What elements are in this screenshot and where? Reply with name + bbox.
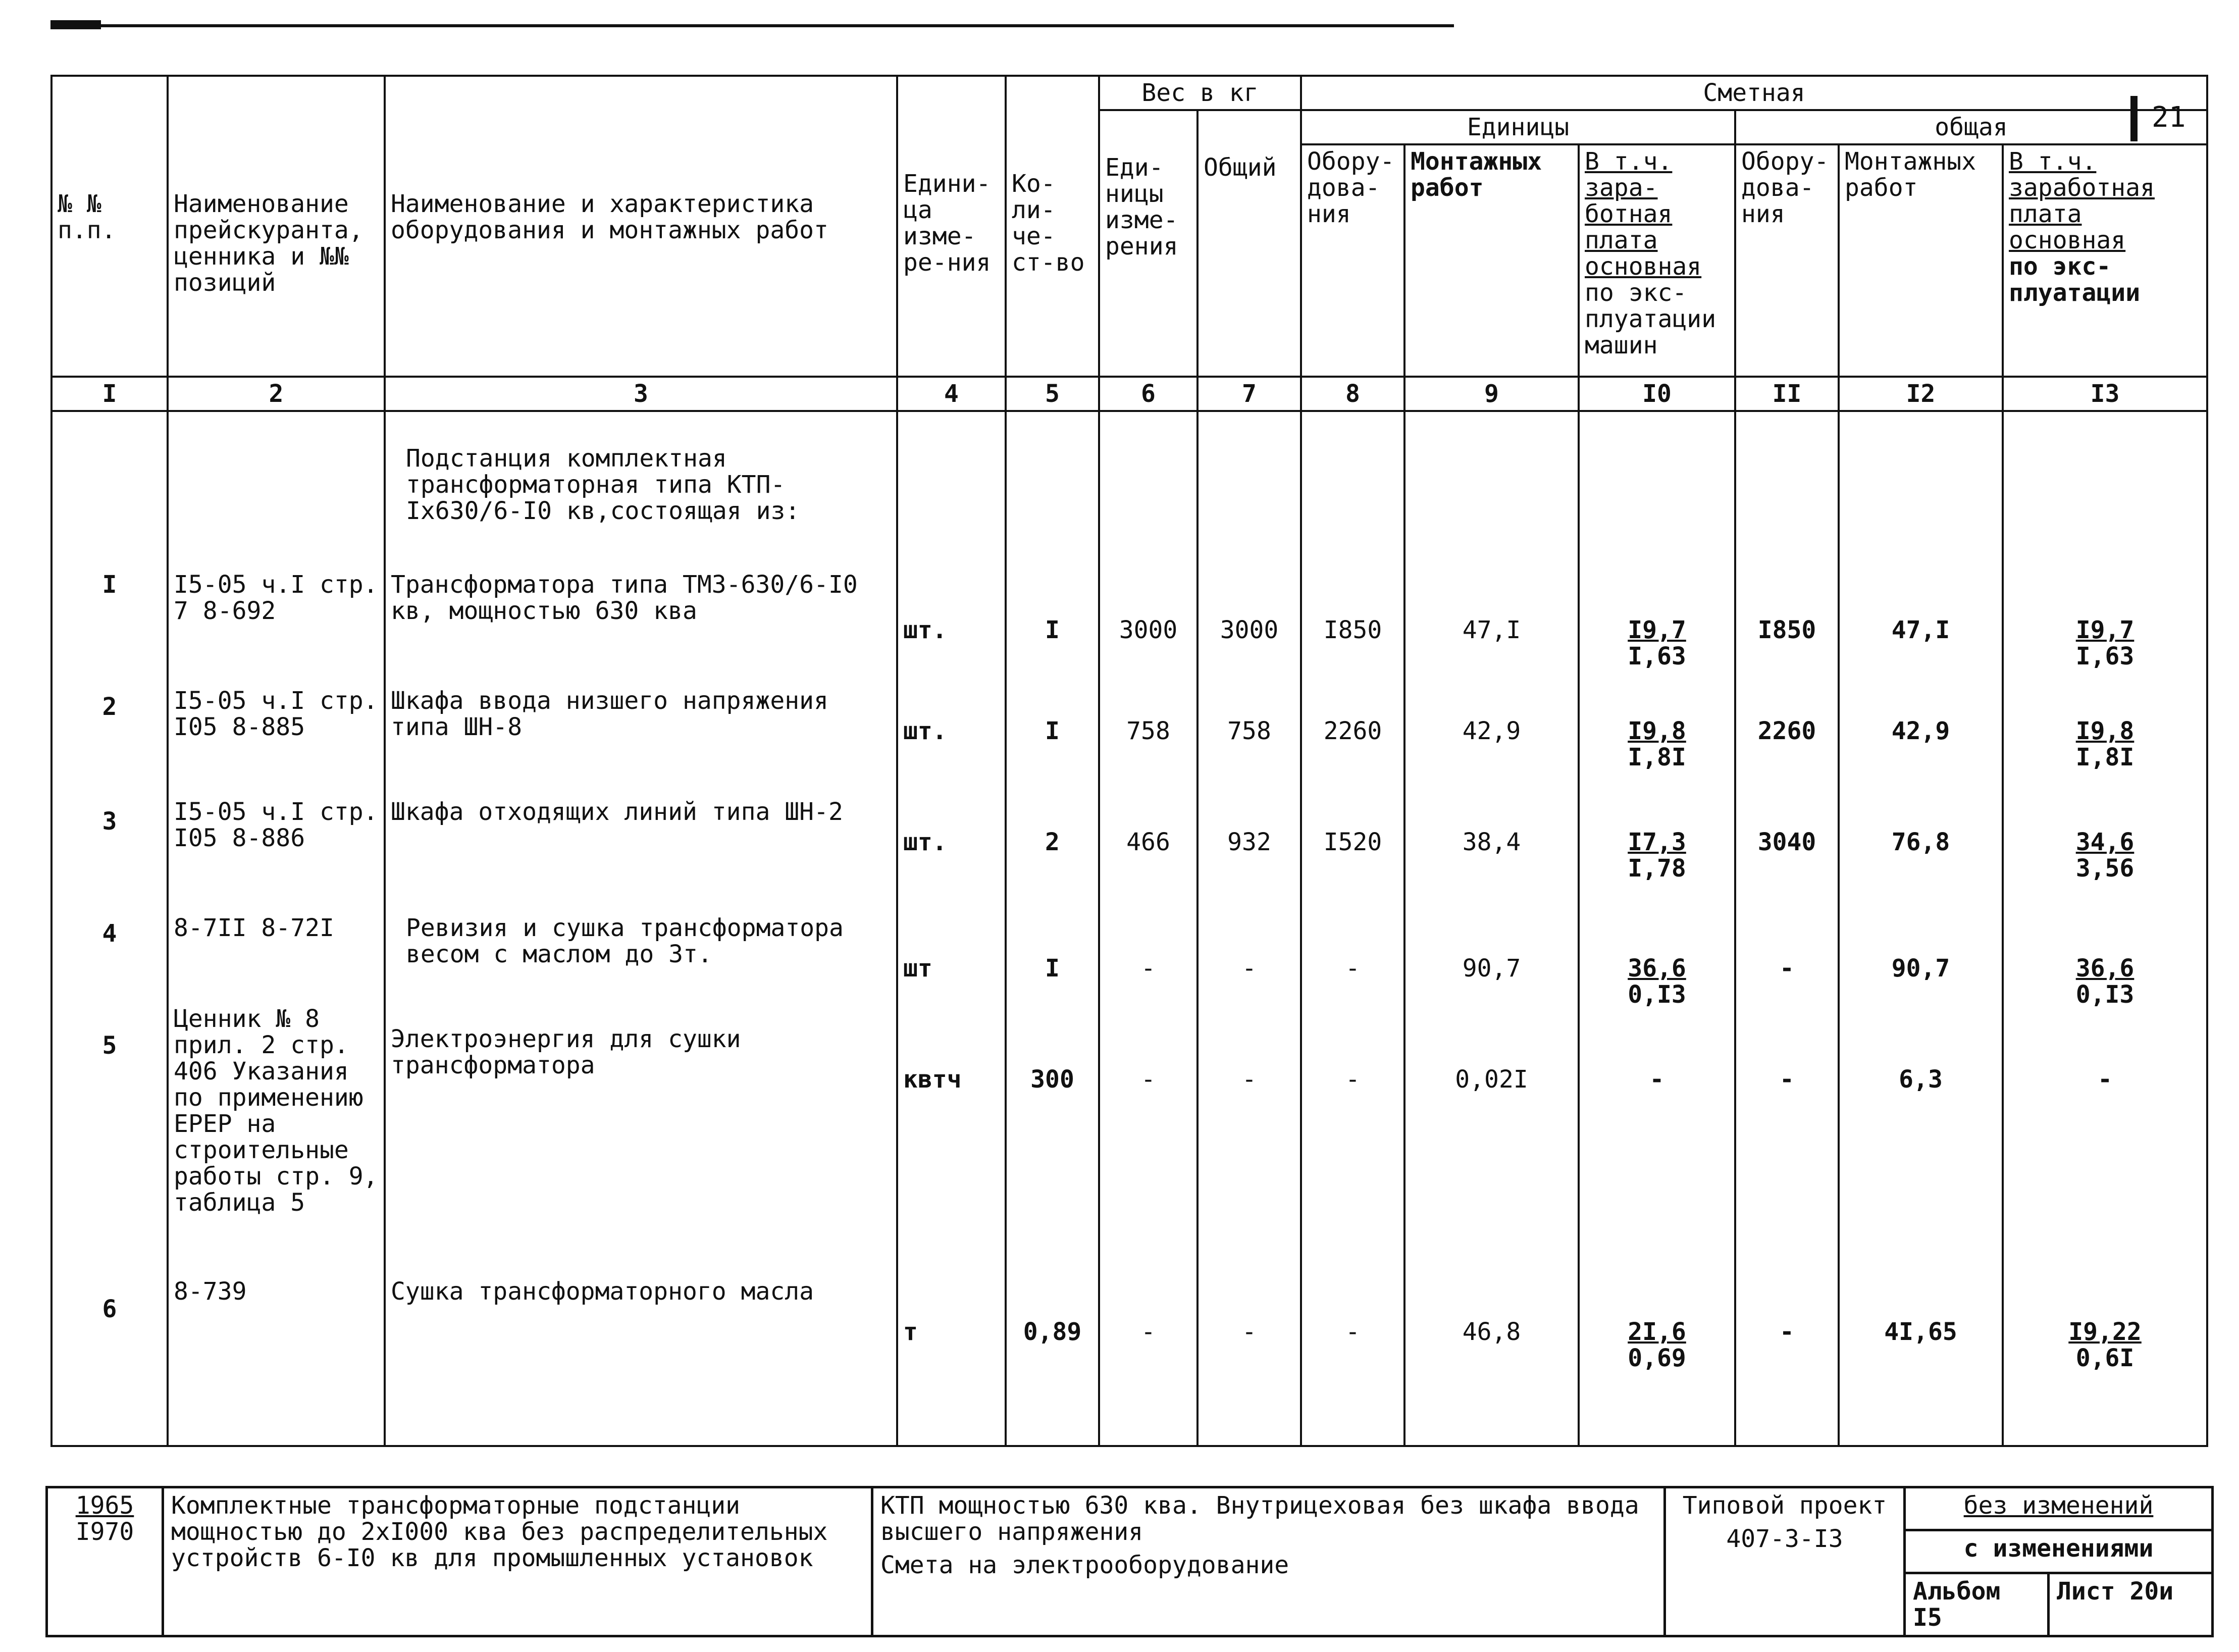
column-number-row xyxy=(51,377,2207,411)
body-col-total-wage: I9,7 I,63 I9,8 I,8I 34,6 3,56 36,6 0,I3 - I9,22 0,6I xyxy=(2003,411,2207,1446)
title-block xyxy=(45,1486,2214,1637)
body-col-unit-mounting: 47,I 42,9 38,4 90,7 0,02I 46,8 xyxy=(1404,411,1579,1446)
header-row-1 xyxy=(51,76,2207,110)
header-col9: Монтажных работ xyxy=(1404,144,1579,377)
body-col-weight-total: 3000 758 932 - - - xyxy=(1197,411,1301,1446)
header-col7: Общий xyxy=(1197,110,1301,377)
header-col10: В т.ч. зара-ботная плата основная по экс-плуатации машин xyxy=(1579,144,1735,377)
body-col-total-equipment: I850 2260 3040 - - - xyxy=(1735,411,1839,1446)
header-col11: Обору-дова-ния xyxy=(1735,144,1839,377)
body-col-name: Подстанция комплектная трансформаторная типа КТП-Iх630/6-I0 кв,состоящая из: Трансформатора типа ТМЗ-630/6-I0 кв, мощностью 630 ква Шкафа ввода низшего напряжения типа ШН-8 Шкафа отходящих линий типа ШН-2 Ревизия и сушка трансформатора весом с маслом до 3т. Электроэнергия для сушки трансформатора Сушка трансформаторного масла xyxy=(385,411,897,1446)
header-cost-group: Сметная xyxy=(1301,76,2207,110)
header-col6: Еди-ницы изме-рения xyxy=(1099,110,1197,377)
stamp-project: Типовой проект 407-3-I3 xyxy=(1665,1487,1905,1636)
colnum-4: 4 xyxy=(897,377,1006,411)
stamp-status-unchanged: без изменений xyxy=(1905,1487,2213,1530)
colnum-11: II xyxy=(1735,377,1839,411)
body-col-unit: шт. шт. шт. шт квтч т xyxy=(897,411,1006,1446)
body-col-unit-wage: I9,7 I,63 I9,8 I,8I I7,3 I,78 36,6 0,I3 - 2I,6 0,69 xyxy=(1579,411,1735,1446)
colnum-1: I xyxy=(51,377,168,411)
header-col13: В т.ч. заработная плата основная по экс-плуатации xyxy=(2003,144,2207,377)
body-col-total-mounting: 47,I 42,9 76,8 90,7 6,3 4I,65 xyxy=(1839,411,2003,1446)
estimate-table xyxy=(50,75,2208,1447)
header-col1: № № п.п. xyxy=(51,76,168,377)
title-block-row-1 xyxy=(47,1487,2213,1530)
stamp-series-title: Комплектные трансформаторные подстанции мощностью до 2хI000 ква без распределительных устройств 6-I0 кв для промышленных установок xyxy=(163,1487,872,1636)
colnum-9: 9 xyxy=(1404,377,1579,411)
stamp-document-title: КТП мощностью 630 ква. Внутрицеховая без шкафа ввода высшего напряжения Смета на электрооборудование xyxy=(872,1487,1665,1636)
header-unit-group: Единицы xyxy=(1301,110,1735,144)
top-border-line xyxy=(50,24,1454,27)
estimate-sheet xyxy=(50,75,2206,1632)
header-col5: Ко-ли-че-ст-во xyxy=(1006,76,1099,377)
header-total-group: общая xyxy=(1735,110,2207,144)
colnum-5: 5 xyxy=(1006,377,1099,411)
colnum-7: 7 xyxy=(1197,377,1301,411)
body-col-qty: I I 2 I 300 0,89 xyxy=(1006,411,1099,1446)
header-col4: Едини-ца изме-ре-ния xyxy=(897,76,1006,377)
body-col-unit-equipment: I850 2260 I520 - - - xyxy=(1301,411,1404,1446)
stamp-sheet: Лист 20и xyxy=(2049,1573,2213,1636)
colnum-13: I3 xyxy=(2003,377,2207,411)
header-col12: Монтажных работ xyxy=(1839,144,2003,377)
colnum-6: 6 xyxy=(1099,377,1197,411)
page-number: 21 xyxy=(2152,101,2186,134)
header-col3: Наименование и характеристика оборудования и монтажных работ xyxy=(385,76,897,377)
colnum-10: I0 xyxy=(1579,377,1735,411)
body-col-weight-unit: 3000 758 466 - - - xyxy=(1099,411,1197,1446)
stamp-album: Альбом I5 xyxy=(1905,1573,2049,1636)
colnum-8: 8 xyxy=(1301,377,1404,411)
table-body xyxy=(51,411,2207,1446)
stamp-years: 1965 I970 xyxy=(47,1487,163,1636)
body-col-price: I5-05 ч.I стр. 7 8-692 I5-05 ч.I стр. I05 8-885 I5-05 ч.I стр. I05 8-886 8-7II 8-72I Ценник № 8 прил. 2 стр. 406 Указания по применению ЕРЕР на строительные работы стр. 9, таблица 5 8-739 xyxy=(168,411,385,1446)
colnum-12: I2 xyxy=(1839,377,2003,411)
colnum-2: 2 xyxy=(168,377,385,411)
stamp-status-changed: с изменениями xyxy=(1905,1530,2213,1573)
top-border-mark xyxy=(50,20,101,29)
header-weight-group: Вес в кг xyxy=(1099,76,1301,110)
body-col-no: I 2 3 4 5 6 xyxy=(51,411,168,1446)
header-col2: Наименование прейскуранта, ценника и №№ позиций xyxy=(168,76,385,377)
header-col8: Обору-дова-ния xyxy=(1301,144,1404,377)
colnum-3: 3 xyxy=(385,377,897,411)
